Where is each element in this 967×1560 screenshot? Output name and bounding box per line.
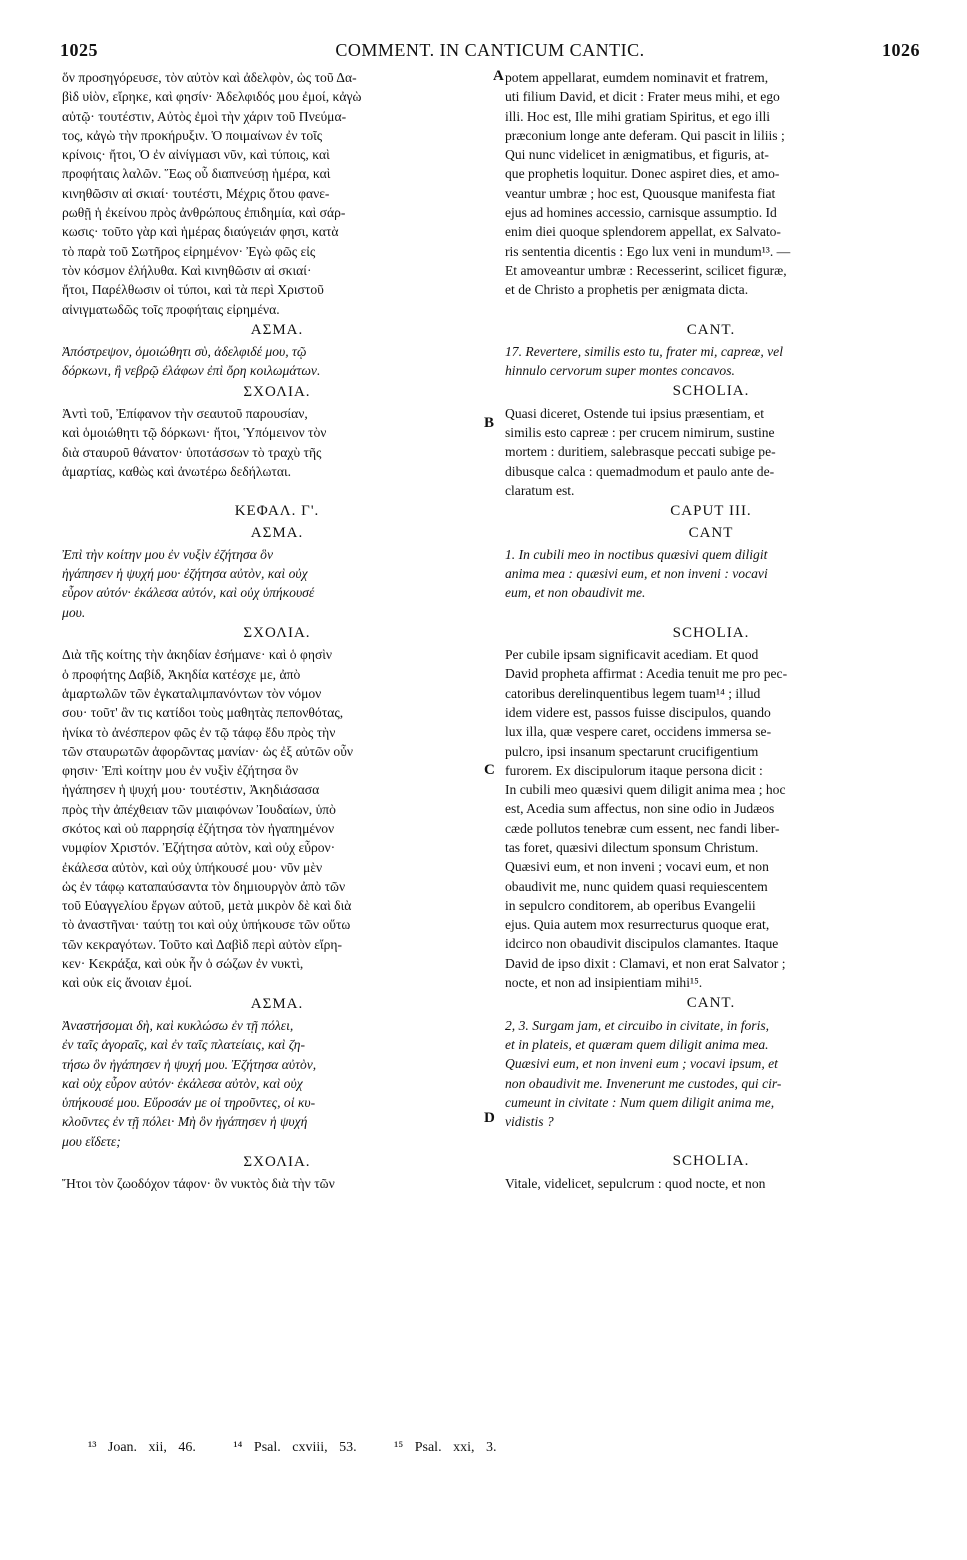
section-heading-scholia: SCHOLIA. (672, 624, 750, 641)
text-line: κρίνοις· ἤτοι, Ὁ ἐν αἰνίγμασι νῦν, καὶ τύποις, καὶ (62, 147, 330, 163)
text-line: obaudivit me, nunc quidem quasi requiescentem (505, 878, 768, 894)
margin-letter-b: B (484, 415, 495, 431)
greek-verse (62, 1016, 492, 1151)
text-line: uti filium David, et dicit : Frater meus mihi, et ego (505, 89, 780, 105)
text-line: καὶ οὐχ εὗρον αὐτόν· ἐκάλεσα αὐτὸν, καὶ οὐχ (62, 1075, 303, 1091)
text-line: Quæsivi eum, et non inveni ; vocavi eum, et non (505, 859, 769, 875)
footnote: ¹³ Joan. xii, 46. (88, 1440, 196, 1455)
text-line: Per cubile ipsam significavit acediam. Et quod (505, 647, 759, 663)
text-line: Quasi diceret, Ostende tui ipsius præsentiam, et (505, 405, 764, 421)
text-line: In cubili meo quæsivi quem diligit anima mea ; hoc (505, 782, 786, 798)
text-line: 2, 3. Surgam jam, et circuibo in civitate, in foris, (505, 1017, 770, 1033)
section-heading-scholia: ΣΧΟΛΙΑ. (243, 1154, 311, 1171)
text-line: 17. Revertere, similis esto tu, frater mi, capreæ, vel (505, 343, 783, 359)
text-line: πρὸς τὴν ἀπέχθειαν τῶν μιαιφόνων Ἰουδαίων, ὑπὸ (62, 801, 336, 817)
text-line: enim diei quoque splendorem appellat, ex Salvato- (505, 224, 781, 240)
text-line: διὰ σταυροῦ θάνατον· ὑποτάσσων τὸ τραχὺ τῆς (62, 444, 322, 460)
text-line: αὐτῷ· τουτέστιν, Αὐτὸς ἐμοὶ τὴν χάριν τοῦ Πνεύμα- (62, 108, 347, 124)
page-header (60, 40, 920, 66)
text-line: potem appellarat, eumdem nominavit et fratrem, (505, 70, 769, 85)
text-line: εὗρον αὐτόν· ἐκάλεσα αὐτόν, καὶ οὐχ ὑπήκουσέ (62, 585, 315, 601)
text-line: ejus ad homines accessio, carnisque assumptio. Id (505, 205, 777, 221)
text-line: Διὰ τῆς κοίτης τὴν ἀκηδίαν ἐσήμανε· καὶ ὁ φησὶν (62, 647, 333, 663)
greek-verse (62, 342, 492, 381)
text-line: κινηθῶσιν αἱ σκιαί· τουτέστι, Μέχρις ὅτου φανε- (62, 185, 330, 201)
section-heading-cant: CANT. (686, 995, 736, 1012)
text-line: claratum est. (505, 482, 575, 498)
section-heading-cant: CANT (688, 524, 734, 541)
latin-verse (505, 545, 917, 603)
text-line: 1. In cubili meo in noctibus quæsivi quem diligit (505, 546, 768, 562)
text-line: lux illa, quæ vespere caret, occidens immersa se- (505, 724, 772, 740)
text-line: nocte, et non ad insipientiam mihi¹⁵. (505, 975, 703, 991)
text-line: ἡνίκα τὸ ἀνέσπερον φῶς ἐν τῷ τάφῳ ἔδυ πρὸς τὴν (62, 724, 336, 740)
text-line: Et amoveantur umbræ : Recesserint, scilicet figuræ, (505, 262, 787, 278)
greek-paragraph (62, 645, 492, 992)
section-heading-asma: ΑΣΜΑ. (250, 524, 304, 541)
text-line: que prophetis loquitur. Donec aspiret dies, et amo- (505, 166, 780, 182)
text-line: furorem. Ex discipulorum itaque persona dicit : (505, 762, 763, 778)
text-line: τὸ ἀναστῆναι· ταύτῃ τοι καὶ οὐχ ὑπήκουσε τῶν οὕτω (62, 917, 351, 933)
text-line: τὸν κόσμον ἐλήλυθα. Καὶ κινηθῶσιν αἱ σκιαί· (62, 262, 312, 278)
text-line: βὶδ υἱὸν, εἴρηκε, καὶ φησίν· Ἀδελφιδός μου ἐμοί, κἀγὼ (62, 89, 362, 105)
greek-column (62, 68, 495, 1194)
text-line: et de Christo a prophetis per ænigmata dicta. (505, 282, 749, 298)
text-line: κεν· Κεκράξα, καὶ οὐκ ἦν ὁ σώζων ἐν νυκτὶ, (62, 956, 304, 972)
greek-verse (62, 545, 492, 622)
text-line: David propheta affirmat : Acedia tenuit me pro pec- (505, 666, 788, 682)
text-line: αἰνιγματωδῶς τοῖς προφήταις εἰρημένα. (62, 301, 280, 317)
text-line: ὅν προσηγόρευσε, τὸν αὐτὸν καὶ ἀδελφὸν, ὡς τοῦ Δα- (62, 70, 357, 85)
text-line: et in plateis, et quæram quem diligit anima mea. (505, 1036, 769, 1052)
text-line: hinnulo cervorum super montes concavos. (505, 363, 735, 379)
text-line: τὸ παρὰ τοῦ Σωτῆρος εἰρημένον· Ἐγὼ φῶς εἰς (62, 243, 316, 259)
greek-paragraph (62, 68, 492, 319)
footnotes (88, 1440, 522, 1456)
latin-paragraph (505, 645, 917, 992)
text-line: idem videre est, passos fuisse discipulos, quando (505, 704, 771, 720)
text-line: Ἐπὶ τὴν κοίτην μου ἐν νυξὶν ἐζήτησα ὃν (62, 546, 273, 562)
text-line: anima mea : quæsivi eum, et non inveni : vocavi (505, 566, 768, 582)
text-line: ἠγάπησεν ἡ ψυχή μου· ἐζήτησα αὐτὸν, καὶ οὐχ (62, 566, 308, 582)
text-line: ἁμαρτωλῶν τῶν ἐγκαταλιμπανόντων τὸν νόμον (62, 685, 322, 701)
text-line: τῶν κεκραγότων. Τοῦτο καὶ Δαβὶδ περὶ αὐτὸν εἴρη- (62, 936, 342, 952)
section-heading-cant: CANT. (686, 321, 736, 338)
section-heading-asma: ΑΣΜΑ. (250, 321, 304, 338)
latin-paragraph (505, 404, 917, 500)
text-line: τῶν σταυρωτῶν ἀφορῶντας μανίαν· ὡς ἐξ αὐτῶν οὖν (62, 743, 354, 759)
text-line: tas foret, quæsivi dilectum sponsum Christum. (505, 839, 759, 855)
latin-paragraph (505, 1174, 917, 1193)
text-line: δόρκωνι, ἢ νεβρῷ ἐλάφων ἐπὶ ὄρη κοιλωμάτων. (62, 363, 321, 379)
chapter-heading: CAPUT III. (670, 503, 752, 520)
text-line: ἤτοι, Παρέλθωσιν οἱ τύποι, καὶ τὰ περὶ Χριστοῦ (62, 282, 324, 298)
text-line: καὶ οὐκ εἰς ἄνοιαν ἐμοί. (62, 975, 193, 991)
text-line: mortem : duritiem, salebrasque peccati subige pe- (505, 444, 776, 460)
text-line: veantur umbræ ; hoc est, Quousque manifesta fiat (505, 185, 776, 201)
text-line: in sepulcro conditorem, ab operibus Evangelii (505, 897, 756, 913)
text-line: illi. Hoc est, Ille mihi gratiam Spiritus, et ego illi (505, 108, 771, 124)
section-heading-scholia: SCHOLIA. (672, 1153, 750, 1170)
latin-verse (505, 342, 917, 381)
text-line: non obaudivit me. Invenerunt me custodes, qui cir- (505, 1075, 782, 1091)
text-line: προφήταις λαλῶν. Ἕως οὗ διαπνεύσῃ ἡμέρα, καὶ (62, 166, 331, 182)
margin-letter-d: D (484, 1110, 495, 1126)
text-line: σκότος καὶ οὐ παρρησίᾳ ἐζήτησα τὸν ἠγαπημένον (62, 820, 335, 836)
footnote: ¹⁵ Psal. xxi, 3. (394, 1440, 497, 1455)
text-line: φησιν· Ἐπὶ κοίτην μου ἐν νυξὶν ἐζήτησα ὃν (62, 763, 299, 779)
greek-paragraph (62, 404, 495, 481)
text-line: ρωθῇ ἡ ἐκείνου πρὸς ἀνθρώπους ἐπιδημία, καὶ σάρ- (62, 205, 346, 221)
text-line: Vitale, videlicet, sepulcrum : quod nocte, et non (505, 1175, 766, 1191)
text-line: ὁ προφήτης Δαβίδ, Ἀκηδία κατέσχε με, ἀπὸ (62, 666, 301, 682)
text-line: καὶ ὁμοιώθητι τῷ δόρκωνι· ἤτοι, Ὑπόμεινον τὸν (62, 425, 327, 441)
text-line: Ἤτοι τὸν ζωοδόχον τάφον· ὃν νυκτὸς διὰ τὴν τῶν (62, 1176, 335, 1192)
text-line: catoribus derelinquentibus legem tuam¹⁴ ; illud (505, 685, 761, 701)
text-line: ejus. Quia autem mox resurrecturus quoque erat, (505, 917, 770, 933)
text-line: κλοῦντες ἐν τῇ πόλει· Μὴ ὃν ἠγάπησεν ἡ ψυχή (62, 1114, 308, 1130)
text-line: ἐκάλεσα αὐτὸν, καὶ οὐχ ὑπήκουσέ μου· νῦν μὲν (62, 859, 323, 875)
text-line: τήσω ὃν ἠγάπησεν ἡ ψυχή μου. Ἐζήτησα αὐτὸν, (62, 1056, 317, 1072)
section-heading-asma: ΑΣΜΑ. (250, 995, 304, 1012)
text-line: ὡς ἐν τάφῳ καταπαύσαντα τὸν δημιουργὸν ἀπὸ τῶν (62, 878, 346, 894)
text-line: idcirco non obaudivit discipulos clamantes. Itaque (505, 936, 779, 952)
text-line: pulcro, ipsi insanum spectarunt crucifigentium (505, 743, 759, 759)
text-line: ἠγάπησεν ἡ ψυχή μου· τουτέστιν, Ἀκηδιάσασα (62, 782, 320, 798)
text-line: τος, κἀγὼ τὴν προκήρυξιν. Ὁ ποιμαίνων ἐν τοῖς (62, 127, 323, 143)
text-line: Ἀντὶ τοῦ, Ἐπίφανον τὴν σεαυτοῦ παρουσίαν, (62, 406, 308, 422)
page-number-right: 1026 (882, 40, 920, 60)
text-line: ris sententia dicentis : Ego lux veni in mundum¹³. — (505, 243, 791, 259)
text-line: μου εἴδετε; (62, 1133, 121, 1149)
text-line: vidistis ? (505, 1114, 554, 1130)
text-line: cæde pollutos tenebræ cum essent, nec fandi liber- (505, 820, 780, 836)
text-line: eum, et non obaudivit me. (505, 585, 646, 601)
text-line: Qui nunc videlicet in ænigmatibus, et figuris, at- (505, 147, 769, 163)
latin-column (505, 68, 917, 1193)
text-line: ὑπήκουσέ μου. Εὕροσάν με οἱ τηροῦντες, οἱ κυ- (62, 1095, 316, 1111)
page-number-left: 1025 (60, 40, 98, 60)
text-line: præconium longe ante deferam. Qui pascit in liliis ; (505, 127, 785, 143)
footnote: ¹⁴ Psal. cxviii, 53. (233, 1440, 357, 1455)
margin-letter-a: A (493, 68, 504, 84)
section-heading-scholia: SCHOLIA. (672, 383, 750, 400)
latin-verse (505, 1016, 917, 1132)
text-line: Ἀπόστρεψον, ὁμοιώθητι σὺ, ἀδελφιδέ μου, τῷ (62, 344, 307, 360)
section-heading-scholia: ΣΧΟΛΙΑ. (243, 383, 311, 400)
text-line: Ἀναστήσομαι δὴ, καὶ κυκλώσω ἐν τῇ πόλει, (62, 1017, 294, 1033)
text-line: est, Acedia sum affectus, non sine odio in Judæos (505, 801, 775, 817)
margin-letter-c: C (484, 762, 495, 778)
text-line: similis esto capreæ : per crucem nimirum, sustine (505, 425, 775, 441)
section-heading-scholia: ΣΧΟΛΙΑ. (243, 625, 311, 642)
running-title: COMMENT. IN CANTICUM CANTIC. (335, 40, 645, 60)
text-line: ἐν ταῖς ἀγοραῖς, καὶ ἐν ταῖς πλατείαις, καὶ ζη- (62, 1037, 306, 1053)
text-line: νυμφίον Χριστόν. Ἐζήτησα αὐτὸν, καὶ οὐχ εὗρον· (62, 840, 336, 856)
text-line: dibusque calca : quemadmodum et paulo ante de- (505, 463, 775, 479)
text-line: σου· τοῦτ' ἂν τις κατίδοι τοὺς μαθητὰς πεπονθότας, (62, 705, 344, 721)
latin-paragraph (505, 68, 917, 300)
greek-paragraph (62, 1174, 492, 1193)
chapter-heading: ΚΕΦΑΛ. Γ'. (234, 503, 320, 520)
text-line: τοῦ Εὐαγγελίου ἔργων αὐτοῦ, μετὰ μικρὸν δὲ καὶ διὰ (62, 898, 352, 914)
text-line: David de ipso dixit : Clamavi, et non erat Salvator ; (505, 955, 786, 971)
text-line: ἁμαρτίας, καθὼς καὶ ἀνωτέρω δεδήλωται. (62, 463, 292, 479)
text-line: μου. (62, 604, 86, 620)
text-line: cumeunt in civitate : Num quem diligit anima me, (505, 1094, 775, 1110)
text-line: κωσις· τοῦτο γὰρ καὶ ἡμέρας διαύγειάν φησι, κατὰ (62, 224, 339, 240)
text-line: Quæsivi eum, et non inveni eum ; vocavi ipsum, et (505, 1056, 778, 1072)
